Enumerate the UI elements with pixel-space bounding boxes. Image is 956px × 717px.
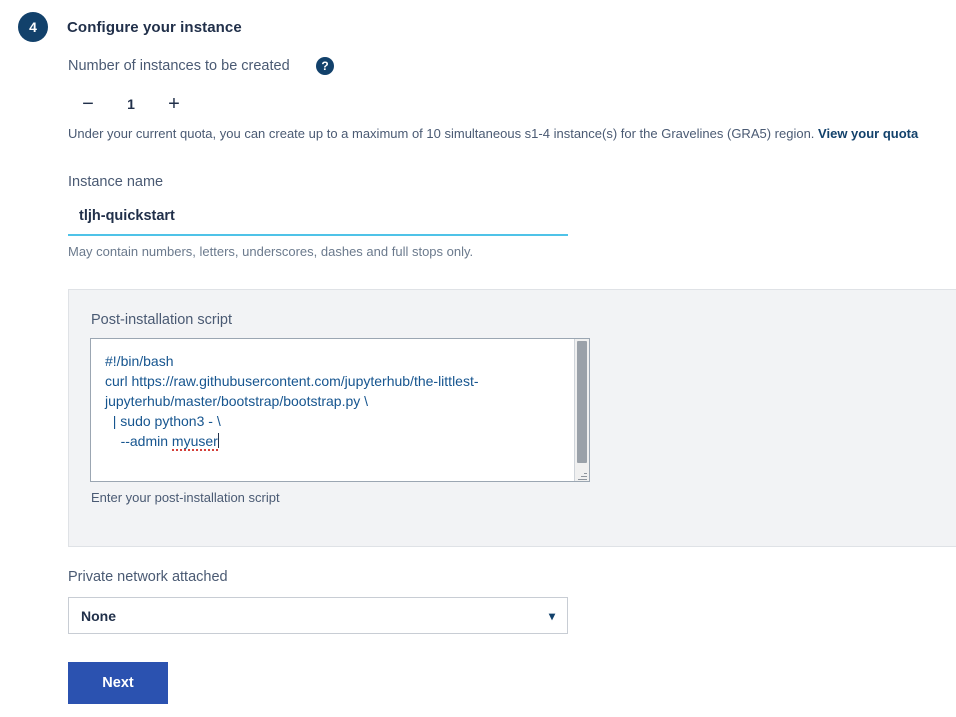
increment-button[interactable]: + (154, 92, 194, 116)
step-header (0, 12, 242, 42)
script-scrollbar[interactable] (574, 339, 589, 481)
quota-note-text: Under your current quota, you can create up to a maximum of 10 simultaneous s1-4 instance(s) for the Gravelines (GRA5) region. (68, 126, 815, 141)
instance-name-input[interactable] (68, 202, 568, 236)
instance-count-value: 1 (127, 96, 135, 112)
script-line-5-prefix: --admin (105, 433, 172, 449)
script-line-1: #!/bin/bash (105, 353, 174, 369)
chevron-down-icon[interactable]: ▾ (548, 608, 555, 623)
script-line-3: jupyterhub/master/bootstrap/bootstrap.py \ (105, 393, 369, 409)
quota-note (68, 126, 918, 141)
next-button[interactable]: Next (68, 662, 168, 704)
quantity-stepper (68, 92, 228, 116)
view-quota-link[interactable]: View your quota (818, 126, 919, 141)
textarea-resize-handle[interactable] (577, 471, 587, 481)
post-installation-hint: Enter your post-installation script (91, 490, 280, 505)
private-network-select[interactable] (68, 597, 568, 634)
private-network-label: Private network attached (68, 569, 228, 585)
script-line-2: curl https://raw.githubusercontent.com/jupyterhub/the-littlest- (105, 373, 479, 389)
script-scrollbar-thumb[interactable] (577, 341, 587, 463)
private-network-select-wrap (68, 597, 568, 634)
question-mark-icon[interactable]: ? (316, 57, 334, 75)
instance-count-label: Number of instances to be created (68, 58, 290, 74)
text-caret (218, 433, 219, 448)
decrement-button[interactable]: − (68, 92, 108, 116)
private-network-selected-value: None (81, 607, 116, 624)
page-title: Configure your instance (67, 18, 242, 36)
instance-name-field-wrap (68, 202, 568, 236)
script-line-4: | sudo python3 - \ (105, 413, 221, 429)
post-installation-title: Post-installation script (91, 312, 233, 328)
script-line-5-misspelled-word: myuser (171, 433, 218, 449)
instance-name-label: Instance name (68, 174, 164, 190)
post-installation-script-input[interactable] (90, 338, 590, 482)
post-installation-panel (68, 289, 956, 547)
instance-name-hint: May contain numbers, letters, underscores, dashes and full stops only. (68, 244, 474, 259)
step-number-badge: 4 (18, 12, 48, 42)
